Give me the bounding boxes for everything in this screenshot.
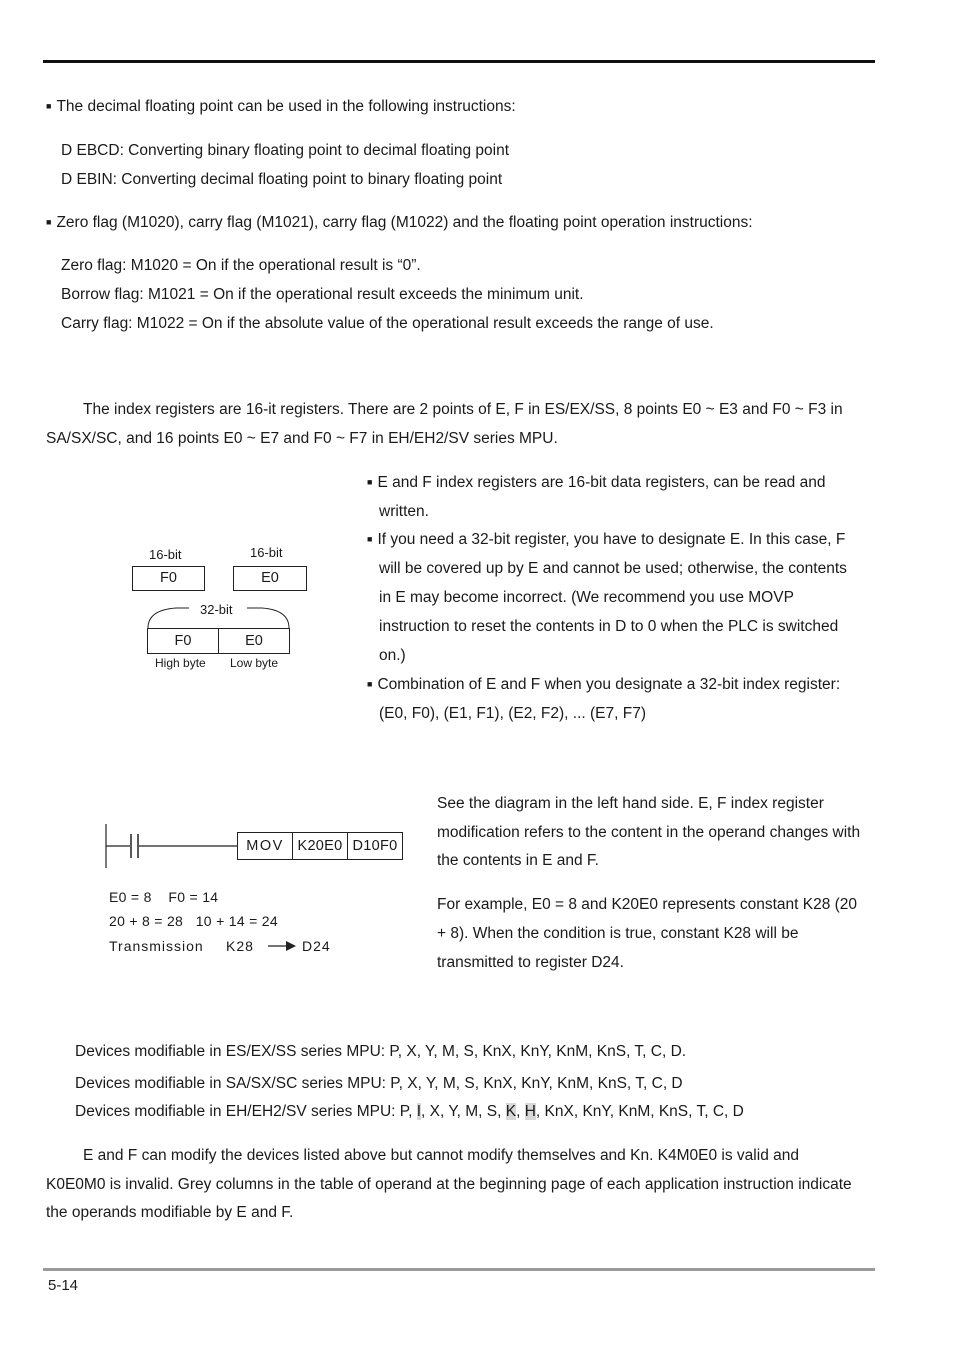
ladder-note: For example, E0 = 8 and K20E0 represents constant K28 (20 <box>437 896 858 913</box>
zero-flag-line: Zero flag: M1020 = On if the operational result is “0”. <box>61 257 421 274</box>
note-text: written. <box>379 503 429 520</box>
closing-line1: E and F can modify the devices listed above but cannot modify themselves and Kn. K4M0E0 is valid and <box>83 1147 799 1164</box>
label-low-byte: Low byte <box>230 656 279 670</box>
ladder-note: + 8). When the condition is true, constant K28 will be <box>437 925 799 942</box>
note-text: Combination of E and F when you designate a 32-bit index register: <box>377 676 841 693</box>
devices-eh-text: , KnX, KnY, KnM, KnS, T, C, D <box>535 1103 744 1120</box>
line-ebcd: D EBCD: Converting binary floating point to decimal floating point <box>61 142 510 159</box>
operand-d10f0: D10F0 <box>347 832 403 860</box>
devices-sa: Devices modifiable in SA/SX/SC series MPU: P, X, Y, M, S, KnX, KnY, KnM, KnS, T, C, D <box>75 1075 683 1092</box>
label-32bit: 32-bit <box>200 602 233 617</box>
calc-line1: E0 = 8 F0 = 14 <box>109 889 219 905</box>
highlight-k: K <box>505 1103 517 1120</box>
transmission-k28: K28 <box>226 938 254 954</box>
ladder-note: transmitted to register D24. <box>437 954 624 971</box>
operand-k20e0: K20E0 <box>292 832 348 860</box>
box-f0-32bit: F0 <box>147 628 219 654</box>
label-16bit-right: 16-bit <box>250 545 283 560</box>
label-16bit-left: 16-bit <box>149 547 182 562</box>
bullet-text: Zero flag (M1020), carry flag (M1021), carry flag (M1022) and the floating point operation instructions: <box>56 214 753 231</box>
highlight-h: H <box>524 1103 536 1120</box>
transmission-label: Transmission <box>109 938 204 954</box>
closing-line3: the operands modifiable by E and F. <box>46 1204 294 1221</box>
label-high-byte: High byte <box>155 656 206 670</box>
closing-line2: K0E0M0 is invalid. Grey columns in the table of operand at the beginning page of each application instruction indicate <box>46 1176 852 1193</box>
line-ebin: D EBIN: Converting decimal floating point to binary floating point <box>61 171 503 188</box>
devices-es: Devices modifiable in ES/EX/SS series MPU: P, X, Y, M, S, KnX, KnY, KnM, KnS, T, C, D. <box>75 1043 687 1060</box>
footer-rule <box>43 1268 875 1271</box>
carry-flag-line: Carry flag: M1022 = On if the absolute value of the operational result exceeds the range of use. <box>61 315 714 332</box>
calc-line2: 20 + 8 = 28 10 + 14 = 24 <box>109 913 278 929</box>
devices-eh-text: Devices modifiable in EH/EH2/SV series MPU: P, <box>75 1103 417 1120</box>
index-intro-line2: SA/SX/SC, and 16 points E0 ~ E7 and F0 ~ F7 in EH/EH2/SV series MPU. <box>46 430 558 447</box>
ladder-note: the contents in E and F. <box>437 852 599 869</box>
devices-eh-text: , X, Y, M, S, <box>421 1103 506 1120</box>
box-e0-32bit: E0 <box>218 628 290 654</box>
note-text: in E may become incorrect. (We recommend you use MOVP <box>379 589 794 606</box>
note-text: (E0, F0), (E1, F1), (E2, F2), ... (E7, F7) <box>379 705 646 722</box>
instr-mov: MOV <box>237 832 293 860</box>
note-text: on.) <box>379 647 406 664</box>
note-text: will be covered up by E and cannot be used; otherwise, the contents <box>379 560 847 577</box>
index-intro-line1: The index registers are 16-it registers. There are 2 points of E, F in ES/EX/SS, 8 points E0 ~ E3 and F0 ~ F3 in <box>83 401 843 418</box>
ladder-note: See the diagram in the left hand side. E, F index register <box>437 795 824 812</box>
devices-eh <box>75 1103 744 1121</box>
ladder-note: modification refers to the content in the operand changes with <box>437 824 861 841</box>
bullet-text: The decimal floating point can be used in the following instructions: <box>56 98 516 115</box>
transmission-d24: D24 <box>302 938 331 954</box>
note-text: instruction to reset the contents in D to 0 when the PLC is switched <box>379 618 839 635</box>
devices-eh-text: , <box>516 1103 525 1120</box>
box-f0: F0 <box>132 566 205 591</box>
note-text: E and F index registers are 16-bit data registers, can be read and <box>377 474 826 491</box>
borrow-flag-line: Borrow flag: M1021 = On if the operational result exceeds the minimum unit. <box>61 286 584 303</box>
box-e0: E0 <box>233 566 307 591</box>
note-text: If you need a 32-bit register, you have to designate E. In this case, F <box>377 531 846 548</box>
page-number: 5-14 <box>48 1277 79 1294</box>
highlight-i: I <box>416 1103 422 1120</box>
